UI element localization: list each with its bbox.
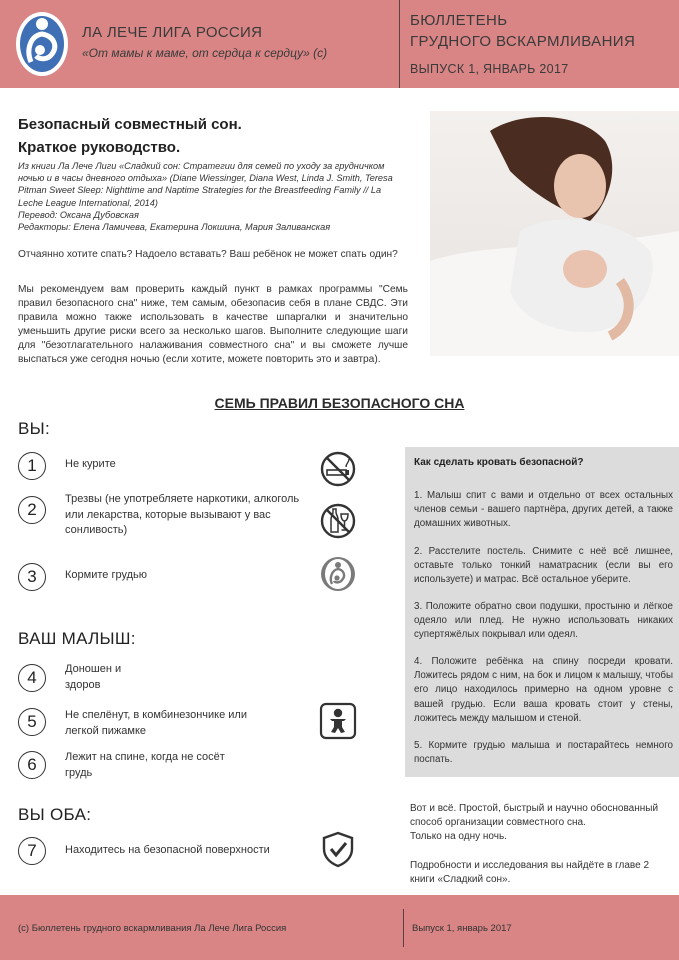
source-line: Из книги Ла Лече Лиги «Сладкий сон: Стратегии для семей по уходу за грудничком bbox=[18, 161, 385, 171]
breastfeeding-icon bbox=[319, 555, 357, 593]
safe-bed-sidebar bbox=[405, 447, 679, 777]
header-divider bbox=[399, 0, 400, 88]
bulletin-title-line1: БЮЛЛЕТЕНЬ bbox=[410, 12, 508, 29]
article-title-line2: Краткое руководство. bbox=[18, 139, 181, 156]
lll-logo-icon bbox=[14, 6, 70, 78]
rule-text: Доношен и здоров bbox=[65, 663, 122, 691]
org-name: ЛА ЛЕЧЕ ЛИГА РОССИЯ bbox=[82, 24, 263, 41]
conclusion-one-night: Только на одну ночь. bbox=[410, 831, 507, 842]
rule-text: Находитесь на безопасной поверхности bbox=[65, 844, 270, 856]
source-credits bbox=[18, 160, 414, 233]
rules-title bbox=[0, 395, 679, 411]
shield-check-icon bbox=[319, 830, 357, 868]
translator-line: Перевод: Оксана Дубовская bbox=[18, 209, 139, 220]
sidebar-item: 3. Положите обратно свои подушки, простыню и лёгкое одеяло или плед. Не нужно использовать никаких супертяжёлых покрывал или одеял. bbox=[414, 601, 673, 641]
rule-number: 6 bbox=[18, 751, 46, 779]
rule-text: Не курите bbox=[65, 458, 116, 470]
sidebar-item: 1. Малыш спит с вами и отдельно от всех остальных членов семьи - вашего партнёра, других детей, а также домашних животных. bbox=[414, 490, 673, 530]
rule-text: Лежит на спине, когда не сосёт грудь bbox=[65, 751, 225, 779]
conclusion-more-info: Подробности и исследования вы найдёте в главе 2 книги «Сладкий сон». bbox=[410, 860, 649, 885]
footer-issue: Выпуск 1, январь 2017 bbox=[412, 923, 512, 934]
bulletin-issue: ВЫПУСК 1, ЯНВАРЬ 2017 bbox=[410, 62, 569, 76]
footer-band bbox=[0, 895, 679, 960]
source-line: Pitman Sweet Sleep: Nighttime and Naptime Strategies for the Breastfeeding Family // La bbox=[18, 185, 382, 196]
rule-number: 3 bbox=[18, 563, 46, 591]
conclusion-text: Вот и всё. Простой, быстрый и научно обоснованный способ организации совместного сна. bbox=[410, 803, 659, 828]
editors-line: Редакторы: Елена Ламичева, Екатерина Локшина, Мария Заливанская bbox=[18, 222, 331, 233]
sidebar-item: 5. Кормите грудью малыша и постарайтесь немного поспать. bbox=[414, 740, 673, 766]
section-both: ВЫ ОБА: bbox=[18, 805, 92, 824]
sidebar-title: Как сделать кровать безопасной? bbox=[414, 457, 584, 468]
source-line: ночью и в часы дневного отдыха» (Diane Wiessinger, Diana West, Linda J. Smith, Teresa bbox=[18, 173, 393, 184]
mother-baby-photo bbox=[430, 111, 679, 356]
header-band bbox=[0, 0, 679, 88]
no-alcohol-icon bbox=[319, 502, 357, 540]
source-line: Leche League International, 2014) bbox=[18, 197, 158, 208]
bulletin-title-line2: ГРУДНОГО ВСКАРМЛИВАНИЯ bbox=[410, 33, 636, 50]
rules-title-text: СЕМЬ ПРАВИЛ БЕЗОПАСНОГО СНА bbox=[214, 395, 465, 411]
rule-text: Не спелёнут, в комбинезончике или легкой пижамке bbox=[65, 709, 247, 737]
rule-text: Кормите грудью bbox=[65, 569, 147, 581]
sidebar-item: 4. Положите ребёнка на спину посреди кровати. Ложитесь рядом с ним, на бок и лицом к малышу, чтобы его лицо находилось примерно на одном уровне с вашей грудью. Если ваша кровать стоит у стены, ложитесь между малышом и стеной. bbox=[414, 656, 673, 724]
baby-icon bbox=[319, 702, 357, 740]
sidebar-item: 2. Расстелите постель. Снимите с неё всё лишнее, оставьте только тонкий наматрасник (если вы его используете) и матрас. Всё остальное уберите. bbox=[414, 546, 673, 586]
bulletin-title bbox=[410, 10, 635, 52]
rule-text: Трезвы (не употребляете наркотики, алкоголь или лекарства, которые вызывают у вас сонливость) bbox=[65, 493, 300, 536]
footer-divider bbox=[403, 909, 404, 947]
org-slogan: «От мамы к маме, от сердца к сердцу» (с) bbox=[82, 46, 328, 60]
footer-copyright: (с) Бюллетень грудного вскармливания Ла Лече Лига Россия bbox=[18, 923, 287, 934]
article-title bbox=[18, 113, 242, 159]
rule-number: 1 bbox=[18, 452, 46, 480]
rule-number: 4 bbox=[18, 664, 46, 692]
rule-number: 5 bbox=[18, 708, 46, 736]
section-baby: ВАШ МАЛЫШ: bbox=[18, 629, 136, 648]
intro-paragraph: Отчаянно хотите спать? Надоело вставать? Ваш ребёнок не может спать один? bbox=[18, 249, 398, 260]
article-title-line1: Безопасный совместный сон. bbox=[18, 116, 242, 133]
body-paragraph: Мы рекомендуем вам проверить каждый пункт в рамках программы "Семь правил безопасного сна" ниже, тем самым, обезопасив себя в плане СВДС. Эти правила можно также использовать в качестве шпаргалки и значительно уменьшить другие риски всего за несколько шагов. Выполните следующие шаги для "безотлагательного налаживания совместного сна" и вы сможете лучше выспаться уже сегодня ночью (если хотите, можете повторить это и завтра). bbox=[18, 284, 408, 365]
section-you: ВЫ: bbox=[18, 419, 51, 438]
no-smoking-icon bbox=[319, 450, 357, 488]
rule-number: 7 bbox=[18, 837, 46, 865]
rule-number: 2 bbox=[18, 496, 46, 524]
